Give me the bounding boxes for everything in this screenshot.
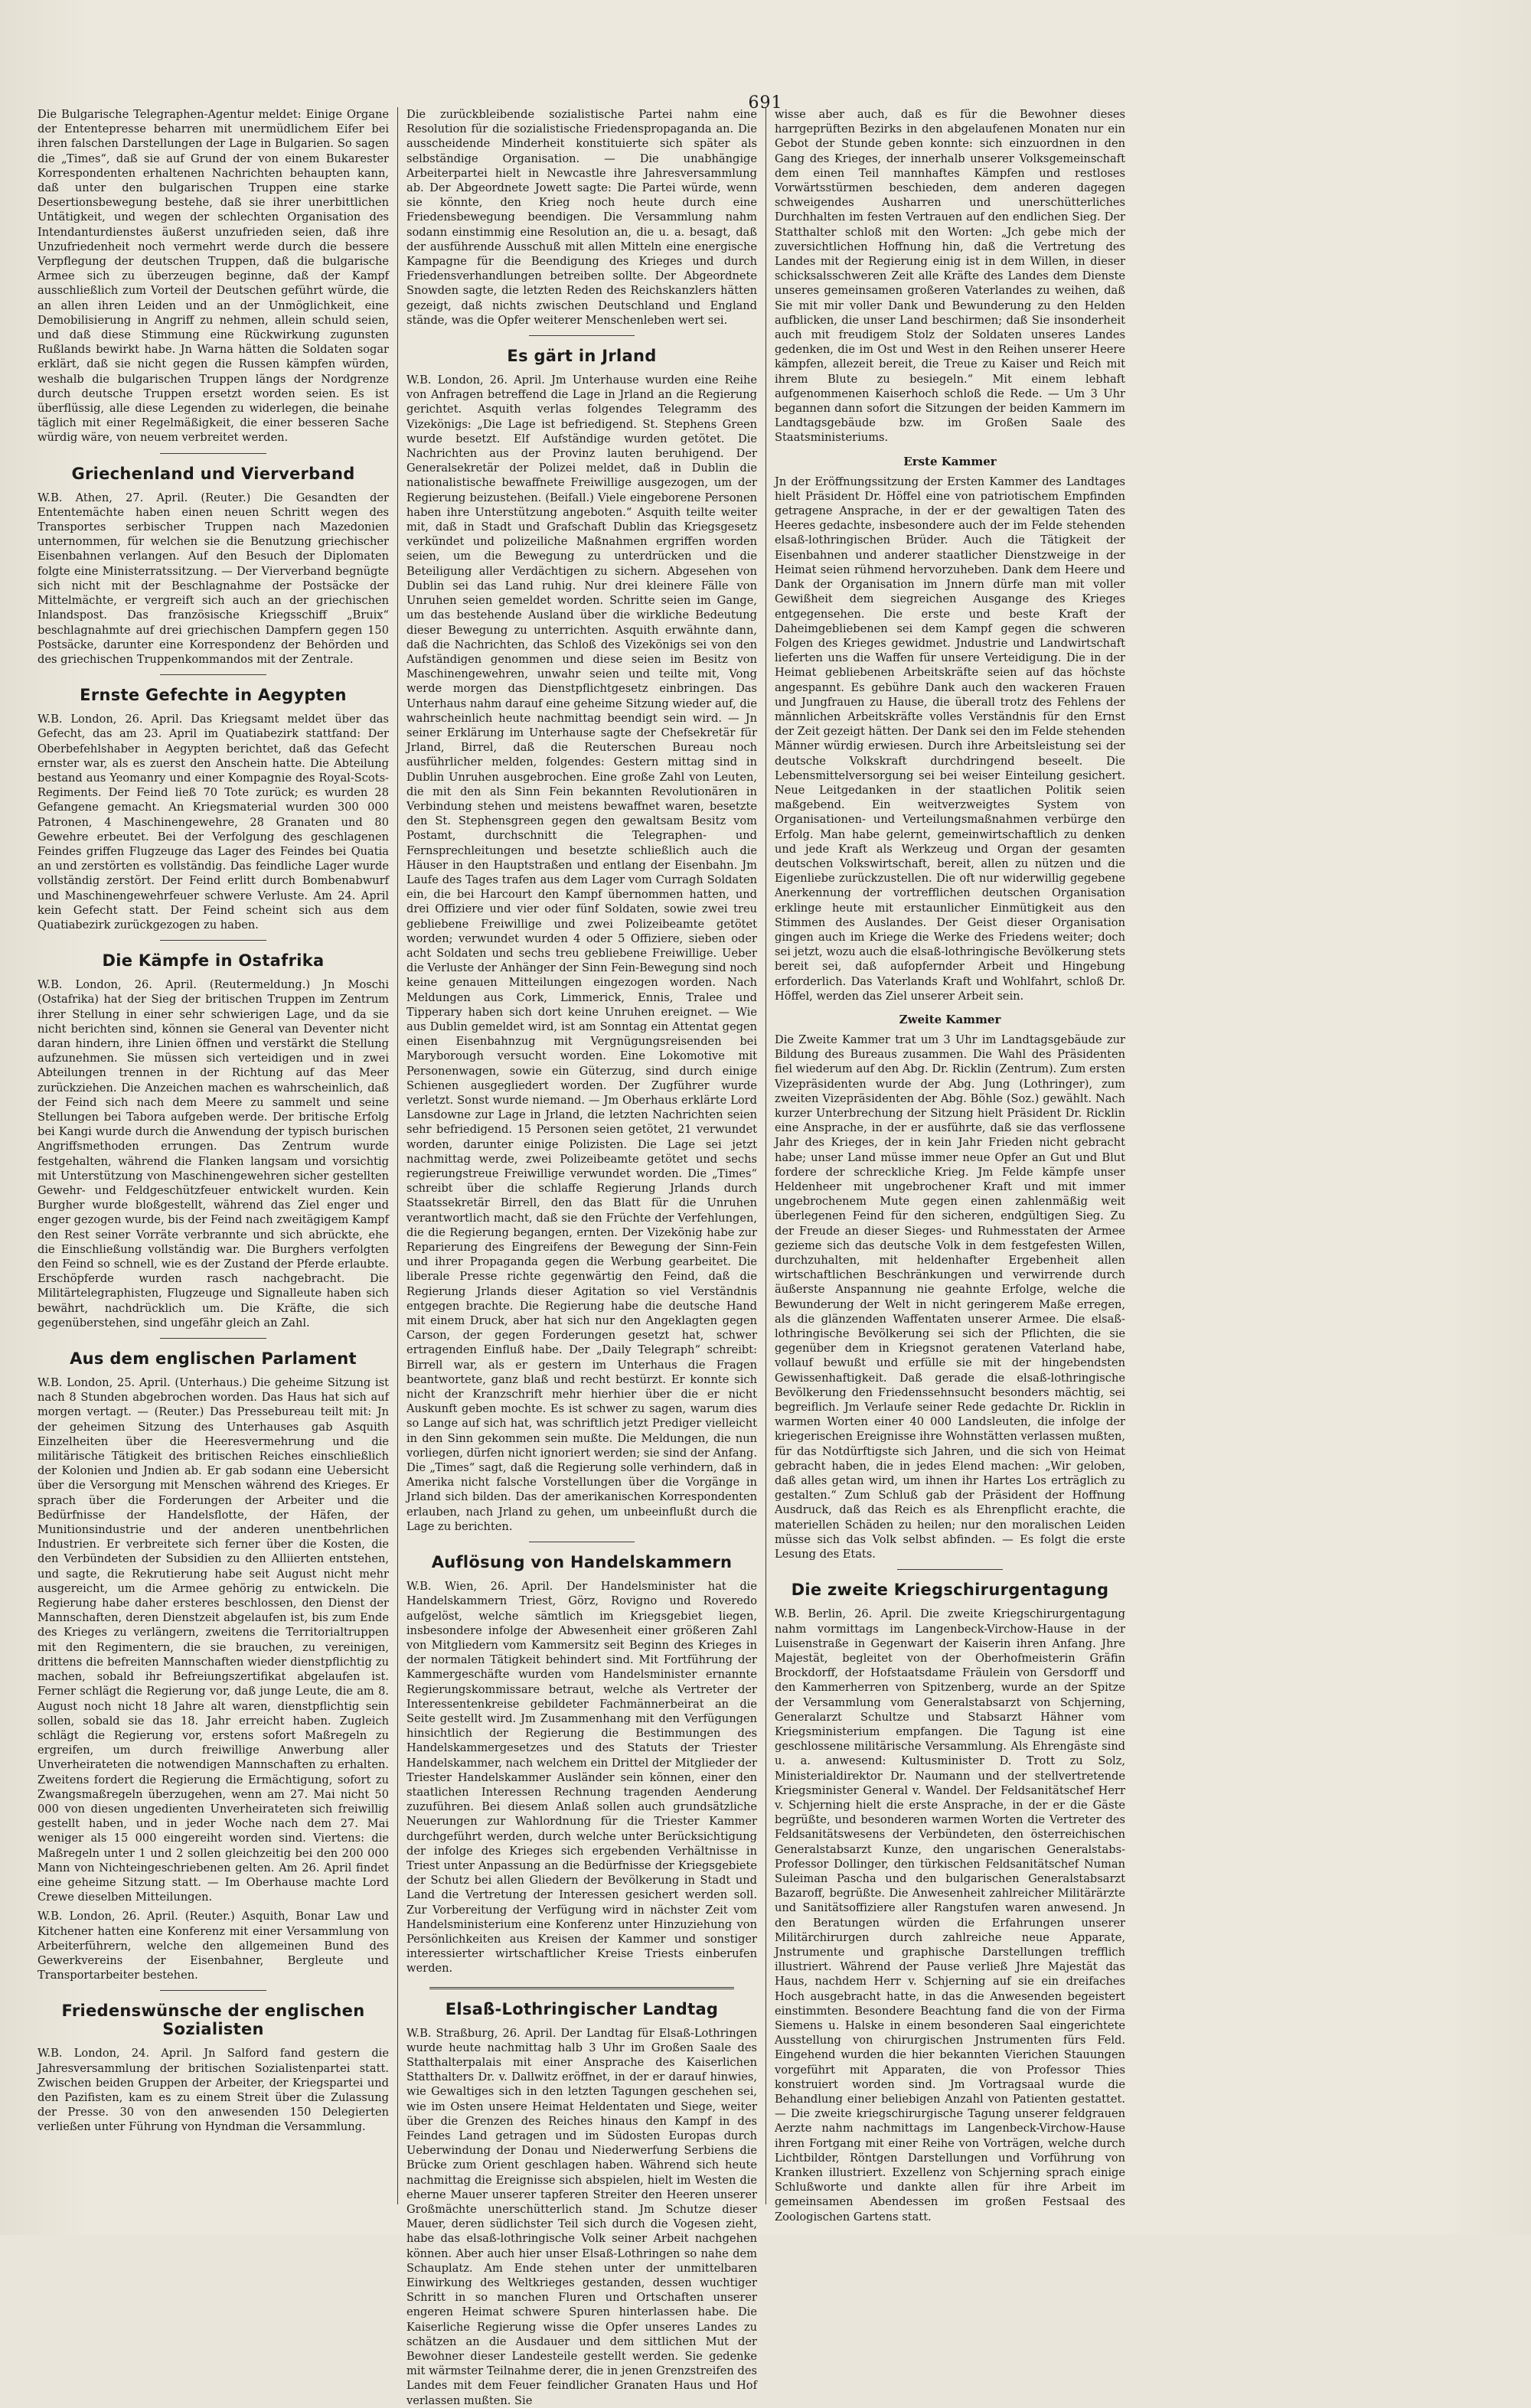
double-divider [429,1987,734,1989]
headline-parlament: Aus dem englischen Parlament [70,1349,357,1369]
headline-ostafrika: Die Kämpfe in Ostafrika [102,951,325,971]
article-griechenland-text: W.B. Athen, 27. April. (Reuter.) Die Gesandten der Ententemächte haben einen neuen Schritt wegen des Transportes serbischer Truppen nach Mazedonien unternommen, für welchen sie die Benutzung griechischer Eisenbahnen verlangen. Auf den Besuch der Diplomaten folgte eine Ministerratssitzung. — Der Vierverband begnügte sich nicht mit der Beschlagnahme der Postsäcke der Mittelmächte, er vergreift sich auch an der griechischen Inlandspost. Das französische Kriegsschiff „Bruix“ beschlagnahmte auf drei griechischen Dampfern gegen 150 Postsäcke, darunter eine Korrespondenz der Behörden und des griechischen Truppenkommandos mit der Zentrale. [38,491,389,666]
article-zweite-kammer-text: Die Zweite Kammer trat um 3 Uhr im Landtagsgebäude zur Bildung des Bureaus zusammen. Die Wahl des Präsidenten fiel wiederum auf den Abg. Dr. Ricklin (Zentrum). Zum ersten Vizepräsidenten wurde der Abg. Jung (Lothringer), zum zweiten Vizepräsidenten der Abg. Böhle (Soz.) gewählt. Nach kurzer Unterbrechung der Sitzung hielt Präsident Dr. Ricklin eine Ansprache, in der er ausführte, daß sie das verflossene Jahr des Krieges, der in kein Jahr Frieden nicht gebracht habe; unser Land müsse immer neue Opfer an Gut und Blut fordere der schreckliche Krieg. Jm Felde kämpfe unser Heldenheer mit ungebrochener Kraft und mit immer ungebrochenem Mute gegen einen zahlenmäßig weit überlegenen Feind für den sicheren, endgültigen Sieg. Zu der Freude an dieser Sieges- und Ruhmesstaten der Armee gezieme sich das deutsche Volk in dem festgefesten Willen, durchzuhalten, mit heldenhafter Ergebenheit allen wirtschaftlichen Beschränkungen und verwirrende durch äußerste Anspannung nie geahnte Erfolge, welche die Bewunderung der Welt in nicht geringerem Maße erregen, als die glänzenden Waffentaten unserer Armee. Die elsaß-lothringische Bevölkerung sei sich der Pflichten, die sie gegenüber dem in Kriegsnot geratenen Vaterland habe, vollauf bewußt und erfülle sie mit der hingebendsten Gewissenhaftigkeit. Daß gerade die elsaß-lothringische Bevölkerung den Friedenssehnsucht besonders mächtig, sei begreiflich. Jm Verlaufe seiner Rede gedachte Dr. Ricklin in warmen Worten einer 40 000 Landsleuten, die infolge der kriegerischen Ereignisse ihre Wohnstätten verlassen mußten, für das Notdürftigste sich Jahren, und die sich von Heimat gebracht haben, die in jedes Elend machen: „Wir geloben, daß alles getan wird, um ihnen ihr Hartes Los erträglich zu gestalten.“ Zum Schluß gab der Präsident der Hoffnung Ausdruck, daß das Reich es als Ehrenpflicht erachte, die materiellen Schäden zu heilen; nur den moralischen Leiden müsse sich das Volk selbst abfinden. — Es folgt die erste Lesung des Etats. [775,1033,1125,1561]
subheading-erste-kammer: Erste Kammer [903,454,997,468]
divider [160,940,266,941]
divider [160,674,266,675]
column-2 [397,107,766,2407]
article-sozialisten-text: W.B. London, 24. April. Jn Salford fand gestern die Jahresversammlung der britischen Sozialistenpartei statt. Zwischen beiden Gruppen der Arbeiter, der Kriegspartei und den Pazifisten, kam es zu einem Streit über die Zulassung der Presse. 30 von den anwesenden 150 Delegierten verließen unter Führung von Hyndman die Versammlung. [38,2047,389,2134]
headline-sozialisten: Friedenswünsche der englischen Sozialisten [61,2002,365,2039]
column-1 [29,107,397,2204]
article-ostafrika-text: W.B. London, 26. April. (Reutermeldung.) Jn Moschi (Ostafrika) hat der Sieg der britischen Truppen im Zentrum ihrer Stellung in einer sehr schwierigen Lage, und da sie nicht berichten sind, können sie General van Deventer nicht daran hindern, ihre Linien öffnen und verstärkt die Stellung aufzunehmen. Sie müssen sich verteidigen und in zwei Abteilungen trennen in der Richtung auf das Meer zurückziehen. Die Anzeichen machen es wahrscheinlich, daß der Feind sich nach dem Meere zu sammelt und seine Stellungen bei Tabora aufgeben werde. Der britische Erfolg bei Kangi wurde durch die Anwendung der typisch burischen Angriffsmethoden errungen. Das Zentrum wurde festgehalten, während die Flanken langsam und vorsichtig mit Unterstützung von Maschinengewehren sicher gestellten Gewehr- und Feldgeschützfeuer entwickelt wurden. Kein Burgher wurde bloßgestellt, während das Ziel enger und enger gezogen wurde, bis der Feind nach zweitägigem Kampf den Rest seiner Vorräte verbrannte und sich abrückte, ehe die Einschließung vollständig war. Die Burghers verfolgten den Feind so schnell, wie es der Zustand der Pferde erlaubte. Erschöpferde wurden rasch nachgebracht. Die Militärtelegraphisten, Flugzeuge und Signalleute haben sich bewährt, nachdrücklich um. Die Kräfte, die sich gegenüberstehen, sind ungefähr gleich an Zahl. [38,978,389,1330]
article-parlament-text-2: W.B. London, 26. April. (Reuter.) Asquith, Bonar Law und Kitchener hatten eine Konferenz mit einer Versammlung von Arbeiterführern, welche den allgemeinen Bund des Gewerkvereins der Eisenbahner, Bergleute und Transportarbeiter bestehen. [38,1910,389,1982]
subheading-zweite-kammer: Zweite Kammer [899,1012,1001,1026]
column-3 [766,107,1134,2224]
article-bulgaria-text: Die Bulgarische Telegraphen-Agentur meldet: Einige Organe der Ententepresse beharren mit unermüdlichem Eifer bei ihren falschen Darstellungen der Lage in Bulgarien. So sagen die „Times“, daß sie auf Grund der von einem Bukarester Korrespondenten erhaltenen Nachrichten behaupten kann, daß unter den bulgarischen Truppen eine starke Desertionsbewegung bestehe, daß sie ihrer unerbittlichen Untätigkeit, und wegen der schlechten Organisation des Intendanturdienstes äußerst unzufrieden seien, daß ihre Unzufriedenheit noch vermehrt werde durch die bessere Verpflegung der deutschen Truppen, daß die bulgarische Armee sich zu überzeugen beginne, daß der Kampf ausschließlich zum Vorteil der Deutschen geführt würde, die an allen ihren Leiden und an der Unmöglichkeit, eine Demobilisierung in Angriff zu nehmen, allein schuld seien, und daß diese Stimmung eine Rückwirkung zugunsten Rußlands bewirkt habe. Jn Warna hätten die Soldaten sogar erklärt, daß sie nicht gegen die Russen kämpfen würden, weshalb die bulgarischen Truppen längs der Nordgrenze durch deutsche Truppen ersetzt worden seien. Es ist überflüssig, alle diese Legenden zu widerlegen, die beinahe täglich mit einer Regelmäßigkeit, die einer besseren Sache würdig wäre, von neuem verbreitet werden. [38,108,389,445]
article-landtag-text: W.B. Straßburg, 26. April. Der Landtag für Elsaß-Lothringen wurde heute nachmittag halb 3 Uhr im Großen Saale des Statthalterpalais mit einer Ansprache des Kaiserlichen Statthalters Dr. v. Dallwitz eröffnet, in der er darauf hinwies, wie Gewaltiges sich in den letzten Tagungen geschehen sei, wie im Osten unsere Heimat Heldentaten und Siege, weiter über die Grenzen des Reiches hinaus den Kampf in des Feindes Land getragen und im Südosten Europas durch Ueberwindung der Donau und Niederwerfung Serbiens die Brücke zum Orient geschlagen haben. Während sich heute nachmittag die Ereignisse sich abspielen, hielt im Westen die eherne Mauer unserer tapferen Streiter den Heeren unserer Großmächte unerschütterlich stand. Jm Schutze dieser Mauer, deren südlichster Teil sich durch die Vogesen zieht, habe das elsaß-lothringische Volk seiner Arbeit nachgehen können. Aber auch hier unser Elsaß-Lothringen so nahe dem Schauplatz. Am Ende stehen unter der unmittelbaren Einwirkung des Weltkrieges gestanden, dessen wuchtiger Schritt in so manchen Fluren und Ortschaften unserer engeren Heimat schwere Spuren hinterlassen habe. Die Kaiserliche Regierung wisse die Opfer unseres Landes zu schätzen an die Ausdauer und dem sittlichen Mut der Bewohner dieser Landesteile gestellt werden. Sie gedenke mit wärmster Teilnahme derer, die in jenen Grenzstreifen des Landes mit dem Feuer feindlicher Granaten Haus und Hof verlassen mußten. Sie [406,2026,757,2407]
article-erste-kammer-text: Jn der Eröffnungssitzung der Ersten Kammer des Landtages hielt Präsident Dr. Höffel eine von patriotischem Empfinden getragene Ansprache, in der er der gewaltigen Taten des Heeres gedachte, insbesondere auch der im Felde stehenden elsaß-lothringischen Brüder. Auch die Tätigkeit der Eisenbahnen und anderer staatlicher Dienstzweige in der Heimat seien rühmend hervorzuheben. Dank dem Heere und Dank der Organisation im Jnnern dürfe man mit voller Gewißheit dem siegreichen Ausgange des Krieges entgegensehen. Die erste und beste Kraft der Daheimgebliebenen sei dem Kampf gegen die schweren Folgen des Krieges gewidmet. Jndustrie und Landwirtschaft lieferten uns die Waffen für unsere Verteidigung. Die in der Heimat gebliebenen Arbeitskräfte seien auf das höchste angespannt. Es gebühre Dank auch den wackeren Frauen und Jungfrauen zu Hause, die überall trotz des Fehlens der männlichen Arbeitskräfte volles Verständnis für den Ernst der Zeit gezeigt hätten. Der Dank sei den im Felde stehenden Männer würdig erwiesen. Durch ihre Arbeitsleistung sei der deutsche Volkskraft durchdringend beseelt. Die Lebensmittelversorgung sei bei weiser Einteilung gesichert. Neue Leitgedanken in der staatlichen Politik seien maßgebend. Ein weitverzweigtes System von Organisationen- und Verteilungsmaßnahmen verbürge den Erfolg. Man habe gelernt, gemeinwirtschaftlich zu denken und jede Kraft als Werkzeug und Organ der gesamten deutschen Volkswirtschaft, bereit, allen zu nützen und die Eigenliebe zurückzustellen. Die oft nur widerwillig gegebene Anerkennung der vortrefflichen deutschen Organisation erklinge heute mit erstaunlicher Einmütigkeit aus den Stimmen des Auslandes. Der Geist dieser Organisation gingen auch im Kriege die Werke des Friedens weiter; doch sei jetzt, wozu auch die elsaß-lothringische Bevölkerung stets bereit sei, daß aufopfernder Arbeit und Hingebung erforderlich. Das Vaterlands Kraft und Wohlfahrt, schloß Dr. Höffel, werden das Ziel unserer Arbeit sein. [775,475,1125,1003]
article-landtag-continued: wisse aber auch, daß es für die Bewohner dieses harrgeprüften Bezirks in den abgelaufenen Monaten nur ein Gebot der Stunde geben konnte: sich einzuordnen in den Gang des Krieges, der innerhalb unserer Volksgemeinschaft dem einen Teil mannhaftes Kämpfen und restloses Vorwärtsstürmen beschieden, dem anderen dagegen schweigendes Ausharren und unerschütterliches Durchhalten im festen Vertrauen auf den endlichen Sieg. Der Statthalter schloß mit den Worten: „Jch gebe mich der zuversichtlichen Hoffnung hin, daß die Vertretung des Landes mit der Regierung einig ist in dem Willen, in dieser schicksalsschweren Zeit alle Kräfte des Landes dem Dienste unseres gemeinsamen großeren Vaterlandes zu weihen, daß Sie mit mir voller Dank und Bewunderung zu den Helden aufblicken, die unser Land beschirmen; daß Sie insonderheit auch mit freudigem Stolz der Soldaten unseres Landes gedenken, die im Ost und West in den Reihen unserer Heere kämpfen, allezeit bereit, die Treue zu Kaiser und Reich mit ihrem Blute zu besiegeln.“ Mit einem lebhaft aufgenommenen Kaiserhoch schloß die Rede. — Um 3 Uhr begannen dann sofort die Sitzungen der beiden Kammern im Landtagsgebäude bzw. im Großen Saale des Staatsministeriums. [775,108,1125,445]
headline-landtag: Elsaß-Lothringischer Landtag [445,1999,719,2018]
article-parlament-text: W.B. London, 25. April. (Unterhaus.) Die geheime Sitzung ist nach 8 Stunden abgebrochen worden. Das Haus hat sich auf morgen vertagt. — (Reuter.) Das Pressebureau teilt mit: Jn der geheimen Sitzung des Unterhauses gab Asquith Einzelheiten über die Heeresvermehrung und die militärische Tätigkeit des britischen Reiches einschließlich der Kolonien und Jndien ab. Er gab sodann eine Uebersicht über die Versorgung mit Menschen während des Krieges. Er sprach über die Forderungen der Arbeiter und die Bedürfnisse der Handelsflotte, der Häfen, der Munitionsindustrie und der anderen unentbehrlichen Industrien. Er verbreitete sich ferner über die Kosten, die den Verbündeten der Subsidien zu den Alliierten entstehen, und sagte, die Rekrutierung habe seit August nicht mehr ausgereicht, um die Armee gehörig zu entwickeln. Die Regierung habe daher ersteres beschlossen, den Dienst der Mannschaften, deren Dienstzeit abgelaufen ist, bis zum Ende des Krieges zu verlängern, zweitens die Territorialtruppen mit den Regimentern, die sie brauchen, zu vereinigen, drittens die befreiten Mannschaften wieder dienstpflichtig zu machen, sobald ihr Befreiungszertifikat abgelaufen ist. Ferner schlägt die Regierung vor, daß junge Leute, die am 8. August noch nicht 18 Jahre alt waren, dienstpflichtig sein sollen, sobald sie das 18. Jahr erreicht haben. Zugleich schlägt die Regierung vor, erstens sofort Maßregeln zu ergreifen, um durch freiwillige Anwerbung aller Unverheirateten die notwendigen Mannschaften zu erhalten. Zweitens fordert die Regierung die Ermächtigung, sofort zu Zwangsmaßregeln überzugehen, wenn am 27. Mai nicht 50 000 von diesen ungedienten Unverheirateten sich freiwillig gestellt haben, und in jeder Woche nach dem 27. Mai weniger als 15 000 eingereiht worden sind. Viertens: die Maßregeln unter 1 und 2 sollen gleichzeitig bei den 200 000 Mann von Nichteingeschriebenen gelten. Am 26. April findet eine geheime Sitzung statt. — Im Oberhause machte Lord Crewe dieselben Mitteilungen. [38,1376,389,1904]
divider [160,1338,266,1339]
columns [29,107,1502,2407]
article-aegypten-text: W.B. London, 26. April. Das Kriegsamt meldet über das Gefecht, das am 23. April im Quatiabezirk stattfand: Der Oberbefehlshaber in Aegypten berichtet, daß das Gefecht ernster war, als es zuerst den Anschein hatte. Die Abteilung bestand aus Yeomanry und einer Kompagnie des Royal-Scots-Regiments. Der Feind ließ 70 Tote zurück; es wurden 28 Gefangene gemacht. An Kriegsmaterial wurden 300 000 Patronen, 4 Maschinengewehre, 28 Granaten und 80 Gewehre erbeutet. Bei der Verfolgung des geschlagenen Feindes griffen Flugzeuge das Lager des Feindes bei Quatia an und zerstörten es vollständig. Das feindliche Lager wurde vollständig zerstört. Der Feind erlitt durch Bombenabwurf und Maschinengewehrfeuer schwere Verluste. Am 24. April kein Gefecht statt. Der Feind scheint sich aus dem Quatiabezirk zurückgezogen zu haben. [38,713,389,932]
page-number: 691 [748,93,783,113]
headline-kriegschirurgen: Die zweite Kriegschirurgentagung [791,1581,1109,1600]
divider [529,335,635,336]
divider [160,453,266,454]
article-handelskammern-text: W.B. Wien, 26. April. Der Handelsminister hat die Handelskammern Triest, Görz, Rovigno und Roveredo aufgelöst, welche sämtlich im Kriegsgebiet liegen, insbesondere infolge der Abwesenheit einer größeren Zahl von Mitgliedern vom Kammersitz seit Beginn des Krieges in der normalen Tätigkeit behindert sind. Mit Fortführung der Kammergeschäfte wurden vom Handelsminister ernannte Regierungskommissare betraut, welche als Vertreter der Interessentenkreise gebildeter Fachmännerbeirat an die Seite gestellt wird. Jm Zusammenhang mit den Verfügungen hinsichtlich der Regierung die Bestimmungen des Handelskammergesetzes und des Statuts der Triester Handelskammer, nach welchem ein Drittel der Mitglieder der Triester Handelskammer Ausländer sein können, einer den staatlichen Interessen Rechnung tragenden Aenderung zuzuführen. Bei diesem Anlaß sollen auch grundsätzliche Neuerungen zur Wahlordnung für die Triester Kammer durchgeführt werden, durch welche unter Berücksichtigung der infolge des Krieges sich ergebenden Verhältnisse in Triest unter Anpassung an die Bedürfnisse der Kriegsgebiete der Schutz bei allen Gliedern der Bevölkerung in Stadt und Land die Vertretung der Interessen gesichert werden soll. Zur Vorbereitung der Verfügung wird in nächster Zeit vom Handelsministerium eine Konferenz unter Hinzuziehung von Persönlichkeiten aus Kreisen der Kammer und sonstiger interessierter wirtschaftlicher Kreise Triests einberufen werden. [406,1580,757,1976]
divider [160,1990,266,1991]
headline-irland: Es gärt in Jrland [507,347,657,366]
article-irland-text: W.B. London, 26. April. Jm Unterhause wurden eine Reihe von Anfragen betreffend die Lage in Jrland an die Regierung gerichtet. Asquith verlas folgendes Telegramm des Vizekönigs: „Die Lage ist befriedigend. St. Stephens Green wurde besetzt. Elf Aufständige wurden getötet. Die Nachrichten aus der Provinz lauten beruhigend. Der Generalsekretär der Polizei meldet, daß in Dublin die nationalistische bewaffnete Freiwillige ausgezogen, um der Regierung beizustehen. (Beifall.) Viele eingeborene Personen haben ihre Unterstützung angeboten.“ Asquith teilte weiter mit, daß in Stadt und Grafschaft Dublin das Kriegsgesetz verkündet und polizeiliche Maßnahmen ergriffen worden seien, um die Bewegung zu unterdrücken und die Beteiligung aller Verdächtigen zu sichern. Abgesehen von Dublin sei das Land ruhig. Nur drei kleinere Fälle von Unruhen seien gemeldet worden. Schritte seien im Gange, um das bestehende Ausland über die wirkliche Bedeutung dieser Bewegung zu unterrichten. Asquith erwähnte dann, daß die Nachrichten, das Schloß des Vizekönigs sei von den Aufständigen genommen und diese seien im Besitz von Maschinengewehren, unwahr seien und teilte mit, Vong werde morgen das Dienstpflichtgesetz einbringen. Das Unterhaus nahm darauf eine geheime Sitzung wieder auf, die wahrscheinlich heute nachmittag beendigt sein wird. — Jn seiner Erklärung im Unterhause sagte der Chefsekretär für Jrland, Birrel, daß die Reuterschen Bureau noch ausführlicher melden, folgendes: Gestern mittag sind in Dublin Unruhen ausgebrochen. Eine große Zahl von Leuten, die mit den als Sinn Fein bekannten Revolutionären in Verbindung stehen und meistens bewaffnet waren, besetzte den St. Stephensgreen gegen den gewaltsam Besitz vom Postamt, durchschnitt die Telegraphen- und Fernsprechleitungen und besetzte schließlich auch die Häuser in den Hauptstraßen und entlang der Eisenbahn. Jm Laufe des Tages trafen aus dem Lager vom Curragh Soldaten ein, die bei Harcourt den Kampf übernommen hatten, und drei Offiziere und vier oder fünf Soldaten, sowie zwei treu gebliebene Freiwillige und zwei Polizeibeamte getötet worden; verwundet wurden 4 oder 5 Offiziere, sieben oder acht Soldaten und sechs treu gebliebene Freiwillige. Ueber die Verluste der Anhänger der Sinn Fein-Bewegung sind noch keine genauen Mitteilungen eingezogen worden. Nach Meldungen aus Cork, Limmerick, Ennis, Tralee und Tipperary haben sich dort keine Unruhen ereignet. — Wie aus Dublin gemeldet wird, ist am Sonntag ein Attentat gegen einen Eisenbahnzug mit Vergnügungsreisenden bei Maryborough versucht worden. Eine Lokomotive mit Personenwagen, sowie ein Güterzug, sind durch einige Schienen ausgegliedert worden. Der Zugführer wurde verletzt. Sonst wurde niemand. — Jm Oberhaus erklärte Lord Lansdowne zur Lage in Jrland, die letzten Nachrichten seien sehr befriedigend. 15 Personen seien getötet, 21 verwundet worden, darunter einige Polizisten. Die Lage sei jetzt nachmittag werde, zwei Polizeibeamte getötet und sechs regierungstreue Freiwillige verwundet worden. Die „Times“ schreibt über die schlaffe Regierung Jrlands durch Staatssekretär Birrell, den das Blatt für die Unruhen verantwortlich macht, daß sie den Früchte der Verfehlungen, die die Regierung begangen, ernten. Der Vizekönig habe zur Reparierung des Eingreifens der Bewegung der Sinn-Fein und ihrer Propaganda gegen die Werbung gearbeitet. Die liberale Presse richte gegenwärtig den Feind, daß die Regierung Jrlands dieser Agitation so viel Verständnis entgegen brachte. Die Regierung habe die deutsche Hand mit einem Druck, aber hat sich nur den Angeklagten gegen Carson, der gegen Forderungen gesetzt hat, schwer ertragenden Einfluß habe. Der „Daily Telegraph“ schreibt: Birrell war, als er gestern im Unterhaus die Fragen beantwortete, ganz blaß und recht bestürzt. Er konnte sich nicht der Kranzschrift mehr hierhier über die er nicht Auskunft geben mochte. Es ist schwer zu sagen, warum dies so Lange auf sich hat, was schriftlich jetzt Prediger vielleicht in den Sinn gekommen sein mußte. Die Meldungen, die nun vorliegen, dürfen nicht ignoriert werden; sie sind der Anfang. Die „Times“ sagt, daß die Regierung solle verhindern, daß in Amerika nicht falsche Vorstellungen über die Vorgänge in Jrland sich bilden. Das der amerikanischen Korrespondenten erlauben, nach Jrland zu gehen, um unbeeinflußt durch die Lage zu berichten. [406,374,757,1533]
divider [897,1569,1003,1570]
headline-handelskammern: Auflösung von Handelskammern [431,1553,733,1572]
article-sozialisten-continued: Die zurückbleibende sozialistische Partei nahm eine Resolution für die sozialistische Friedenspropaganda an. Die ausscheidende Minderheit konstituierte sich später als selbständige Organisation. — Die unabhängige Arbeiterpartei hielt in Newcastle ihre Jahresversammlung ab. Der Abgeordnete Jowett sagte: Die Partei würde, wenn sie könnte, den Krieg noch heute durch eine Friedensbewegung beendigen. Die Versammlung nahm sodann einstimmig eine Resolution an, die u. a. besagt, daß der ausführende Ausschuß mit allen Mitteln eine energische Kampagne für die Beendigung des Krieges und durch Friedensverhandlungen betreiben sollte. Der Abgeordnete Snowden sagte, die letzten Reden des Reichskanzlers hätten gezeigt, daß nichts zwischen Deutschland und England stände, was die Opfer weiterer Menschenleben wert sei. [406,108,757,327]
headline-griechenland: Griechenland und Vierverband [71,464,355,483]
article-kriegschirurgen-text: W.B. Berlin, 26. April. Die zweite Kriegschirurgentagung nahm vormittags im Langenbeck-Virchow-Hause in der Luisenstraße in Gegenwart der Kaiserin ihren Anfang. Jhre Majestät, begleitet von der Oberhofmeisterin Gräfin Brockdorff, der Hofstaatsdame Fräulein von Gersdorff und den Kammerherren von Spitzenberg, wurde an der Spitze der Versammlung vom Generalstabsarzt von Schjerning, Generalarzt Schultze und Stabsarzt Hähner vom Kriegsministerium empfangen. Die Tagung ist eine geschlossene militärische Versammlung. Als Ehrengäste sind u. a. anwesend: Kultusminister D. Trott zu Solz, Ministerialdirektor Dr. Naumann und der stellvertretende Kriegsminister General v. Wandel. Der Feldsanitätschef Herr v. Schjerning hielt die erste Ansprache, in der er die Gäste begrüßte, und besonderen warmen Worten die Vertreter des Feldsanitätswesens der Verbündeten, den österreichischen Generalstabsarzt Kunze, den ungarischen Generalstabs-Professor Dollinger, den türkischen Feldsanitätschef Numan Suleiman Pascha und den bulgarischen Generalstabsarzt Bazaroff, begrüßte. Die Anwesenheit zahlreicher Militärärzte und Sanitätsoffiziere aller Rangstufen waren anwesend. Jn den Beratungen würden die Erfahrungen unserer Militärchirurgen durch zahlreiche neue Apparate, Jnstrumente und graphische Darstellungen trefflich illustriert. Während der Pause verließ Jhre Majestät das Haus, nachdem Herr v. Schjerning auf sie ein dreifaches Hoch ausgebracht hatte, in das die Anwesenden begeistert einstimmten. Besondere Beachtung fand die von der Firma Siemens u. Halske in einem besonderen Saal eingerichtete Ausstellung von chirurgischen Jnstrumenten fürs Feld. Eingehend wurden die hier bekannten Vierichen Stauungen vorgeführt mit Apparaten, die von Professor Thies konstruiert worden sind. Jm Vortragsaal wurde die Behandlung einer beliebigen Anzahl von Patienten gestattet. — Die zweite kriegschirurgische Tagung unserer feldgrauen Aerzte nahm nachmittags im Langenbeck-Virchow-Hause ihren Fortgang mit einer Reihe von Vorträgen, welche durch Lichtbilder, Röntgen Darstellungen und Vorführung von Kranken illustriert. Exzellenz von Schjerning sprach einige Schlußworte und dankte allen für ihre Arbeit im gemeinsamen Abendessen im großen Festsaal des Zoologischen Gartens statt. [775,1607,1125,2224]
headline-aegypten: Ernste Gefechte in Aegypten [80,686,347,705]
